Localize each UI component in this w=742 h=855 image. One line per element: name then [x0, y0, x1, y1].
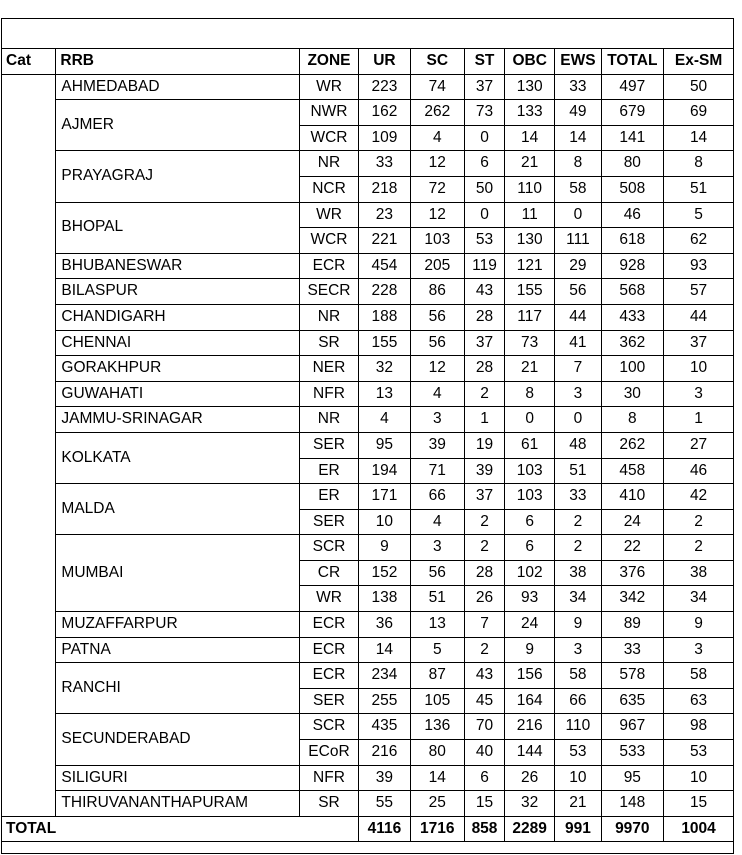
zone-cell: NR: [299, 407, 359, 433]
value-cell: 72: [410, 176, 464, 202]
value-cell: 25: [410, 791, 464, 817]
value-cell: 73: [505, 330, 555, 356]
value-cell: 4: [359, 407, 410, 433]
value-cell: 218: [359, 176, 410, 202]
value-cell: 110: [505, 176, 555, 202]
value-cell: 205: [410, 253, 464, 279]
table-row: [2, 202, 734, 228]
value-cell: 41: [555, 330, 601, 356]
value-cell: 27: [664, 432, 734, 458]
value-cell: 216: [505, 714, 555, 740]
total-value-cell: 1004: [664, 816, 734, 842]
value-cell: 14: [410, 765, 464, 791]
table-row: [2, 356, 734, 382]
value-cell: 58: [664, 663, 734, 689]
value-cell: 119: [464, 253, 504, 279]
value-cell: 98: [664, 714, 734, 740]
value-cell: 12: [410, 151, 464, 177]
value-cell: 44: [664, 304, 734, 330]
value-cell: 26: [505, 765, 555, 791]
value-cell: 61: [505, 432, 555, 458]
table-row: [2, 663, 734, 689]
zone-cell: ER: [299, 458, 359, 484]
value-cell: 130: [505, 228, 555, 254]
value-cell: 58: [555, 663, 601, 689]
cat-cell: [2, 74, 56, 816]
value-cell: 497: [601, 74, 664, 100]
value-cell: 928: [601, 253, 664, 279]
value-cell: 93: [664, 253, 734, 279]
rrb-name-cell: BILASPUR: [56, 279, 299, 305]
vacancy-table: [1, 48, 734, 842]
rrb-name-cell: GORAKHPUR: [56, 356, 299, 382]
zone-cell: SR: [299, 330, 359, 356]
zone-cell: SER: [299, 432, 359, 458]
total-row: [2, 816, 734, 842]
value-cell: 4: [410, 509, 464, 535]
value-cell: 12: [410, 202, 464, 228]
value-cell: 14: [555, 125, 601, 151]
value-cell: 130: [505, 74, 555, 100]
value-cell: 164: [505, 688, 555, 714]
value-cell: 56: [410, 330, 464, 356]
value-cell: 454: [359, 253, 410, 279]
value-cell: 51: [410, 586, 464, 612]
col-header-ews: EWS: [555, 49, 601, 75]
value-cell: 136: [410, 714, 464, 740]
value-cell: 56: [410, 304, 464, 330]
value-cell: 24: [505, 612, 555, 638]
zone-cell: ECR: [299, 253, 359, 279]
value-cell: 103: [505, 484, 555, 510]
value-cell: 89: [601, 612, 664, 638]
col-header-total: TOTAL: [601, 49, 664, 75]
value-cell: 37: [464, 484, 504, 510]
zone-cell: WCR: [299, 228, 359, 254]
value-cell: 19: [464, 432, 504, 458]
value-cell: 14: [359, 637, 410, 663]
header-row: [2, 49, 734, 75]
value-cell: 71: [410, 458, 464, 484]
total-value-cell: 2289: [505, 816, 555, 842]
value-cell: 23: [359, 202, 410, 228]
value-cell: 0: [505, 407, 555, 433]
value-cell: 14: [505, 125, 555, 151]
value-cell: 37: [664, 330, 734, 356]
value-cell: 0: [555, 407, 601, 433]
value-cell: 6: [464, 151, 504, 177]
value-cell: 3: [555, 381, 601, 407]
table-row: [2, 484, 734, 510]
table-row: [2, 612, 734, 638]
value-cell: 162: [359, 100, 410, 126]
col-header-ur: UR: [359, 49, 410, 75]
table-row: [2, 74, 734, 100]
value-cell: 26: [464, 586, 504, 612]
value-cell: 13: [410, 612, 464, 638]
zone-cell: SR: [299, 791, 359, 817]
value-cell: 43: [464, 663, 504, 689]
value-cell: 51: [555, 458, 601, 484]
value-cell: 48: [555, 432, 601, 458]
value-cell: 80: [410, 740, 464, 766]
value-cell: 33: [555, 484, 601, 510]
value-cell: 8: [601, 407, 664, 433]
value-cell: 32: [505, 791, 555, 817]
zone-cell: CR: [299, 560, 359, 586]
value-cell: 28: [464, 304, 504, 330]
value-cell: 10: [664, 765, 734, 791]
zone-cell: SCR: [299, 714, 359, 740]
value-cell: 21: [555, 791, 601, 817]
value-cell: 58: [555, 176, 601, 202]
value-cell: 63: [664, 688, 734, 714]
table-row: [2, 253, 734, 279]
value-cell: 66: [555, 688, 601, 714]
value-cell: 362: [601, 330, 664, 356]
value-cell: 29: [555, 253, 601, 279]
table-body: [2, 74, 734, 842]
rrb-name-cell: SECUNDERABAD: [56, 714, 299, 765]
table-row: [2, 304, 734, 330]
value-cell: 144: [505, 740, 555, 766]
value-cell: 262: [601, 432, 664, 458]
value-cell: 46: [664, 458, 734, 484]
table-row: [2, 330, 734, 356]
value-cell: 21: [505, 356, 555, 382]
value-cell: 194: [359, 458, 410, 484]
value-cell: 8: [555, 151, 601, 177]
value-cell: 216: [359, 740, 410, 766]
value-cell: 11: [505, 202, 555, 228]
value-cell: 1: [464, 407, 504, 433]
value-cell: 234: [359, 663, 410, 689]
value-cell: 10: [359, 509, 410, 535]
value-cell: 33: [555, 74, 601, 100]
value-cell: 100: [601, 356, 664, 382]
table-row: [2, 279, 734, 305]
value-cell: 9: [505, 637, 555, 663]
value-cell: 105: [410, 688, 464, 714]
value-cell: 141: [601, 125, 664, 151]
value-cell: 39: [359, 765, 410, 791]
total-value-cell: 4116: [359, 816, 410, 842]
zone-cell: WR: [299, 586, 359, 612]
value-cell: 2: [555, 509, 601, 535]
value-cell: 2: [464, 637, 504, 663]
value-cell: 34: [555, 586, 601, 612]
value-cell: 40: [464, 740, 504, 766]
value-cell: 93: [505, 586, 555, 612]
value-cell: 7: [464, 612, 504, 638]
value-cell: 57: [664, 279, 734, 305]
value-cell: 30: [601, 381, 664, 407]
value-cell: 86: [410, 279, 464, 305]
value-cell: 36: [359, 612, 410, 638]
value-cell: 44: [555, 304, 601, 330]
table-row: [2, 100, 734, 126]
value-cell: 73: [464, 100, 504, 126]
value-cell: 533: [601, 740, 664, 766]
rrb-name-cell: CHANDIGARH: [56, 304, 299, 330]
value-cell: 110: [555, 714, 601, 740]
value-cell: 376: [601, 560, 664, 586]
value-cell: 87: [410, 663, 464, 689]
value-cell: 0: [464, 202, 504, 228]
value-cell: 109: [359, 125, 410, 151]
rrb-name-cell: AHMEDABAD: [56, 74, 299, 100]
value-cell: 458: [601, 458, 664, 484]
value-cell: 95: [601, 765, 664, 791]
zone-cell: NFR: [299, 381, 359, 407]
value-cell: 156: [505, 663, 555, 689]
value-cell: 13: [359, 381, 410, 407]
value-cell: 6: [505, 535, 555, 561]
zone-cell: ER: [299, 484, 359, 510]
table-row: [2, 637, 734, 663]
rrb-name-cell: THIRUVANANTHAPURAM: [56, 791, 299, 817]
value-cell: 155: [505, 279, 555, 305]
zone-cell: NER: [299, 356, 359, 382]
zone-cell: NWR: [299, 100, 359, 126]
zone-cell: ECR: [299, 612, 359, 638]
value-cell: 38: [664, 560, 734, 586]
value-cell: 14: [664, 125, 734, 151]
col-header-zone: ZONE: [299, 49, 359, 75]
value-cell: 103: [505, 458, 555, 484]
zone-cell: ECoR: [299, 740, 359, 766]
table-row: [2, 151, 734, 177]
col-header-exsm: Ex-SM: [664, 49, 734, 75]
value-cell: 568: [601, 279, 664, 305]
value-cell: 148: [601, 791, 664, 817]
value-cell: 5: [410, 637, 464, 663]
value-cell: 9: [664, 612, 734, 638]
value-cell: 56: [555, 279, 601, 305]
value-cell: 3: [410, 535, 464, 561]
value-cell: 15: [464, 791, 504, 817]
value-cell: 10: [664, 356, 734, 382]
value-cell: 34: [664, 586, 734, 612]
value-cell: 39: [464, 458, 504, 484]
value-cell: 33: [601, 637, 664, 663]
value-cell: 21: [505, 151, 555, 177]
table-row: [2, 407, 734, 433]
value-cell: 32: [359, 356, 410, 382]
total-value-cell: 1716: [410, 816, 464, 842]
value-cell: 22: [601, 535, 664, 561]
zone-cell: WCR: [299, 125, 359, 151]
value-cell: 7: [555, 356, 601, 382]
value-cell: 28: [464, 560, 504, 586]
value-cell: 37: [464, 330, 504, 356]
table-row: [2, 765, 734, 791]
col-header-cat: Cat: [2, 49, 56, 75]
rrb-name-cell: CHENNAI: [56, 330, 299, 356]
total-value-cell: 9970: [601, 816, 664, 842]
value-cell: 121: [505, 253, 555, 279]
table-row: [2, 381, 734, 407]
value-cell: 3: [664, 381, 734, 407]
value-cell: 62: [664, 228, 734, 254]
rrb-name-cell: BHOPAL: [56, 202, 299, 253]
value-cell: 66: [410, 484, 464, 510]
value-cell: 2: [664, 509, 734, 535]
zone-cell: NR: [299, 304, 359, 330]
col-header-st: ST: [464, 49, 504, 75]
value-cell: 50: [464, 176, 504, 202]
table-row: [2, 535, 734, 561]
value-cell: 133: [505, 100, 555, 126]
zone-cell: NR: [299, 151, 359, 177]
total-label: TOTAL: [2, 816, 359, 842]
zone-cell: SER: [299, 509, 359, 535]
value-cell: 37: [464, 74, 504, 100]
rrb-name-cell: SILIGURI: [56, 765, 299, 791]
value-cell: 28: [464, 356, 504, 382]
value-cell: 69: [664, 100, 734, 126]
value-cell: 508: [601, 176, 664, 202]
value-cell: 2: [464, 509, 504, 535]
value-cell: 95: [359, 432, 410, 458]
rrb-name-cell: KOLKATA: [56, 432, 299, 483]
value-cell: 38: [555, 560, 601, 586]
total-value-cell: 858: [464, 816, 504, 842]
value-cell: 103: [410, 228, 464, 254]
value-cell: 24: [601, 509, 664, 535]
rrb-name-cell: AJMER: [56, 100, 299, 151]
value-cell: 9: [555, 612, 601, 638]
value-cell: 42: [664, 484, 734, 510]
value-cell: 679: [601, 100, 664, 126]
col-header-rrb: RRB: [56, 49, 299, 75]
zone-cell: WR: [299, 74, 359, 100]
zone-cell: WR: [299, 202, 359, 228]
value-cell: 74: [410, 74, 464, 100]
table-row: [2, 791, 734, 817]
rrb-name-cell: BHUBANESWAR: [56, 253, 299, 279]
value-cell: 70: [464, 714, 504, 740]
value-cell: 3: [555, 637, 601, 663]
value-cell: 262: [410, 100, 464, 126]
value-cell: 8: [664, 151, 734, 177]
value-cell: 410: [601, 484, 664, 510]
value-cell: 50: [664, 74, 734, 100]
value-cell: 152: [359, 560, 410, 586]
value-cell: 5: [664, 202, 734, 228]
zone-cell: ECR: [299, 637, 359, 663]
value-cell: 111: [555, 228, 601, 254]
value-cell: 117: [505, 304, 555, 330]
value-cell: 223: [359, 74, 410, 100]
value-cell: 967: [601, 714, 664, 740]
value-cell: 171: [359, 484, 410, 510]
value-cell: 3: [410, 407, 464, 433]
zone-cell: NCR: [299, 176, 359, 202]
value-cell: 53: [464, 228, 504, 254]
value-cell: 53: [555, 740, 601, 766]
value-cell: 2: [464, 535, 504, 561]
value-cell: 56: [410, 560, 464, 586]
value-cell: 51: [664, 176, 734, 202]
value-cell: 49: [555, 100, 601, 126]
value-cell: 2: [555, 535, 601, 561]
value-cell: 342: [601, 586, 664, 612]
value-cell: 255: [359, 688, 410, 714]
col-header-sc: SC: [410, 49, 464, 75]
value-cell: 618: [601, 228, 664, 254]
rrb-name-cell: RANCHI: [56, 663, 299, 714]
rrb-name-cell: MUMBAI: [56, 535, 299, 612]
zone-cell: SECR: [299, 279, 359, 305]
value-cell: 6: [464, 765, 504, 791]
rrb-name-cell: PRAYAGRAJ: [56, 151, 299, 202]
value-cell: 435: [359, 714, 410, 740]
value-cell: 102: [505, 560, 555, 586]
rrb-name-cell: GUWAHATI: [56, 381, 299, 407]
value-cell: 55: [359, 791, 410, 817]
value-cell: 221: [359, 228, 410, 254]
zone-cell: SCR: [299, 535, 359, 561]
value-cell: 4: [410, 125, 464, 151]
rrb-name-cell: MUZAFFARPUR: [56, 612, 299, 638]
value-cell: 8: [505, 381, 555, 407]
value-cell: 0: [464, 125, 504, 151]
zone-cell: SER: [299, 688, 359, 714]
value-cell: 43: [464, 279, 504, 305]
value-cell: 635: [601, 688, 664, 714]
value-cell: 39: [410, 432, 464, 458]
rrb-name-cell: PATNA: [56, 637, 299, 663]
col-header-obc: OBC: [505, 49, 555, 75]
value-cell: 33: [359, 151, 410, 177]
value-cell: 433: [601, 304, 664, 330]
value-cell: 15: [664, 791, 734, 817]
value-cell: 155: [359, 330, 410, 356]
value-cell: 6: [505, 509, 555, 535]
zone-cell: NFR: [299, 765, 359, 791]
value-cell: 188: [359, 304, 410, 330]
value-cell: 4: [410, 381, 464, 407]
value-cell: 2: [464, 381, 504, 407]
value-cell: 0: [555, 202, 601, 228]
table-row: [2, 432, 734, 458]
zone-cell: ECR: [299, 663, 359, 689]
value-cell: 9: [359, 535, 410, 561]
rrb-name-cell: JAMMU-SRINAGAR: [56, 407, 299, 433]
value-cell: 45: [464, 688, 504, 714]
value-cell: 53: [664, 740, 734, 766]
value-cell: 3: [664, 637, 734, 663]
value-cell: 228: [359, 279, 410, 305]
value-cell: 80: [601, 151, 664, 177]
total-value-cell: 991: [555, 816, 601, 842]
value-cell: 578: [601, 663, 664, 689]
value-cell: 10: [555, 765, 601, 791]
table-row: [2, 714, 734, 740]
value-cell: 1: [664, 407, 734, 433]
value-cell: 12: [410, 356, 464, 382]
value-cell: 2: [664, 535, 734, 561]
value-cell: 46: [601, 202, 664, 228]
rrb-name-cell: MALDA: [56, 484, 299, 535]
value-cell: 138: [359, 586, 410, 612]
